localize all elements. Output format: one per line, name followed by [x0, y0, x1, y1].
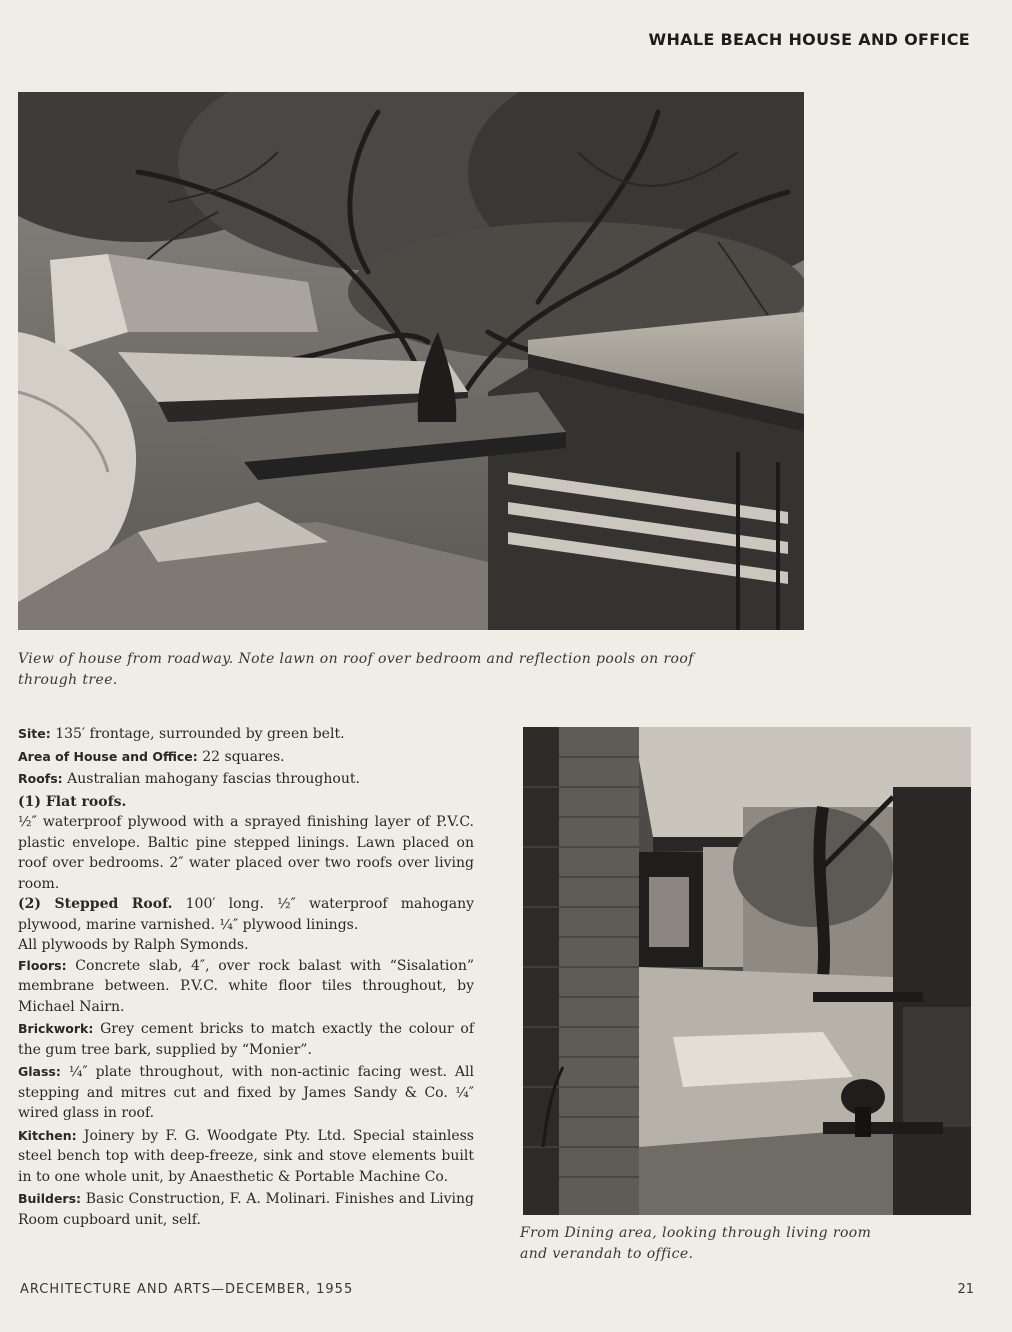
spec-builders-label: Builders:: [18, 1191, 82, 1206]
spec-roofs-text: Australian mahogany fascias throughout.: [67, 771, 360, 787]
page-header-title: WHALE BEACH HOUSE AND OFFICE: [648, 30, 970, 49]
spec-floors-text: Concrete slab, 4″, over rock balast with “Sisalation” membrane between. P.V.C. white floor tiles throughout, by Michael Nairn.: [18, 957, 475, 1015]
spec-site: [18, 724, 474, 745]
spec-brickwork-label: Brickwork:: [18, 1021, 94, 1036]
spec-glass-text: ¼″ plate throughout, with non-actinic facing west. All stepping and mitres cut and fixed by James Sandy & Co. ¼″ wired glass in roof.: [18, 1064, 474, 1121]
page-number: 21: [957, 1282, 974, 1297]
publication-footer: ARCHITECTURE AND ARTS—DECEMBER, 1955: [20, 1282, 354, 1297]
spec-roofs: [18, 769, 474, 790]
house-exterior-photo: [18, 92, 804, 630]
spec-builders: [18, 1189, 474, 1230]
spec-floors-label: Floors:: [18, 957, 67, 973]
spec-roofs-label: Roofs:: [18, 771, 63, 786]
interior-view-image: [523, 727, 971, 1215]
spec-area: [18, 747, 474, 768]
spec-stepped-roof: [18, 894, 474, 935]
spec-floors: [18, 956, 474, 1018]
spec-kitchen-text: Joinery by F. G. Woodgate Pty. Ltd. Special stainless steel bench top with deep-freeze, sink and stove elements built in to one whole unit, by Anaesthetic & Portable Machine Co.: [18, 1127, 474, 1185]
interior-photo-caption: From Dining area, looking through living room and verandah to office.: [520, 1225, 872, 1262]
flat-roofs-heading: (1) Flat roofs.: [18, 793, 127, 810]
house-exterior-image: [18, 92, 804, 630]
spec-kitchen-label: Kitchen:: [18, 1127, 77, 1143]
interior-view-photo: [523, 727, 971, 1215]
spec-plywoods: All plywoods by Ralph Symonds.: [18, 937, 249, 953]
spec-flat-roofs-heading: [18, 792, 474, 813]
spec-brickwork-text: Grey cement bricks to match exactly the colour of the gum tree bark, supplied by “Monier”.: [18, 1021, 475, 1058]
stepped-roof-heading: (2) Stepped Roof.: [18, 896, 173, 912]
spec-flat-roofs-text: ½″ waterproof plywood with a sprayed finishing layer of P.V.C. plastic envelope. Baltic pine stepped linings. Lawn placed on roof over bedrooms. 2″ water placed over two roofs over living room.: [18, 814, 474, 892]
spec-area-text: 22 squares.: [202, 748, 285, 765]
spec-site-label: Site:: [18, 726, 51, 741]
exterior-photo-caption: View of house from roadway. Note lawn on roof over bedroom and reflection pools on roof through tree.: [18, 651, 694, 688]
specifications-block: [18, 724, 474, 1232]
spec-glass: [18, 1062, 474, 1124]
spec-builders-text: Basic Construction, F. A. Molinari. Finishes and Living Room cupboard unit, self.: [18, 1191, 474, 1228]
spec-area-label: Area of House and Office:: [18, 748, 198, 764]
spec-brickwork: [18, 1019, 474, 1060]
spec-glass-label: Glass:: [18, 1064, 61, 1079]
spec-kitchen: [18, 1126, 474, 1188]
stepped-roof-text: 100′ long. ½″ waterproof mahogany plywood, marine varnished. ¼″ plywood linings.: [18, 896, 474, 933]
spec-site-text: 135′ frontage, surrounded by green belt.: [55, 726, 345, 742]
